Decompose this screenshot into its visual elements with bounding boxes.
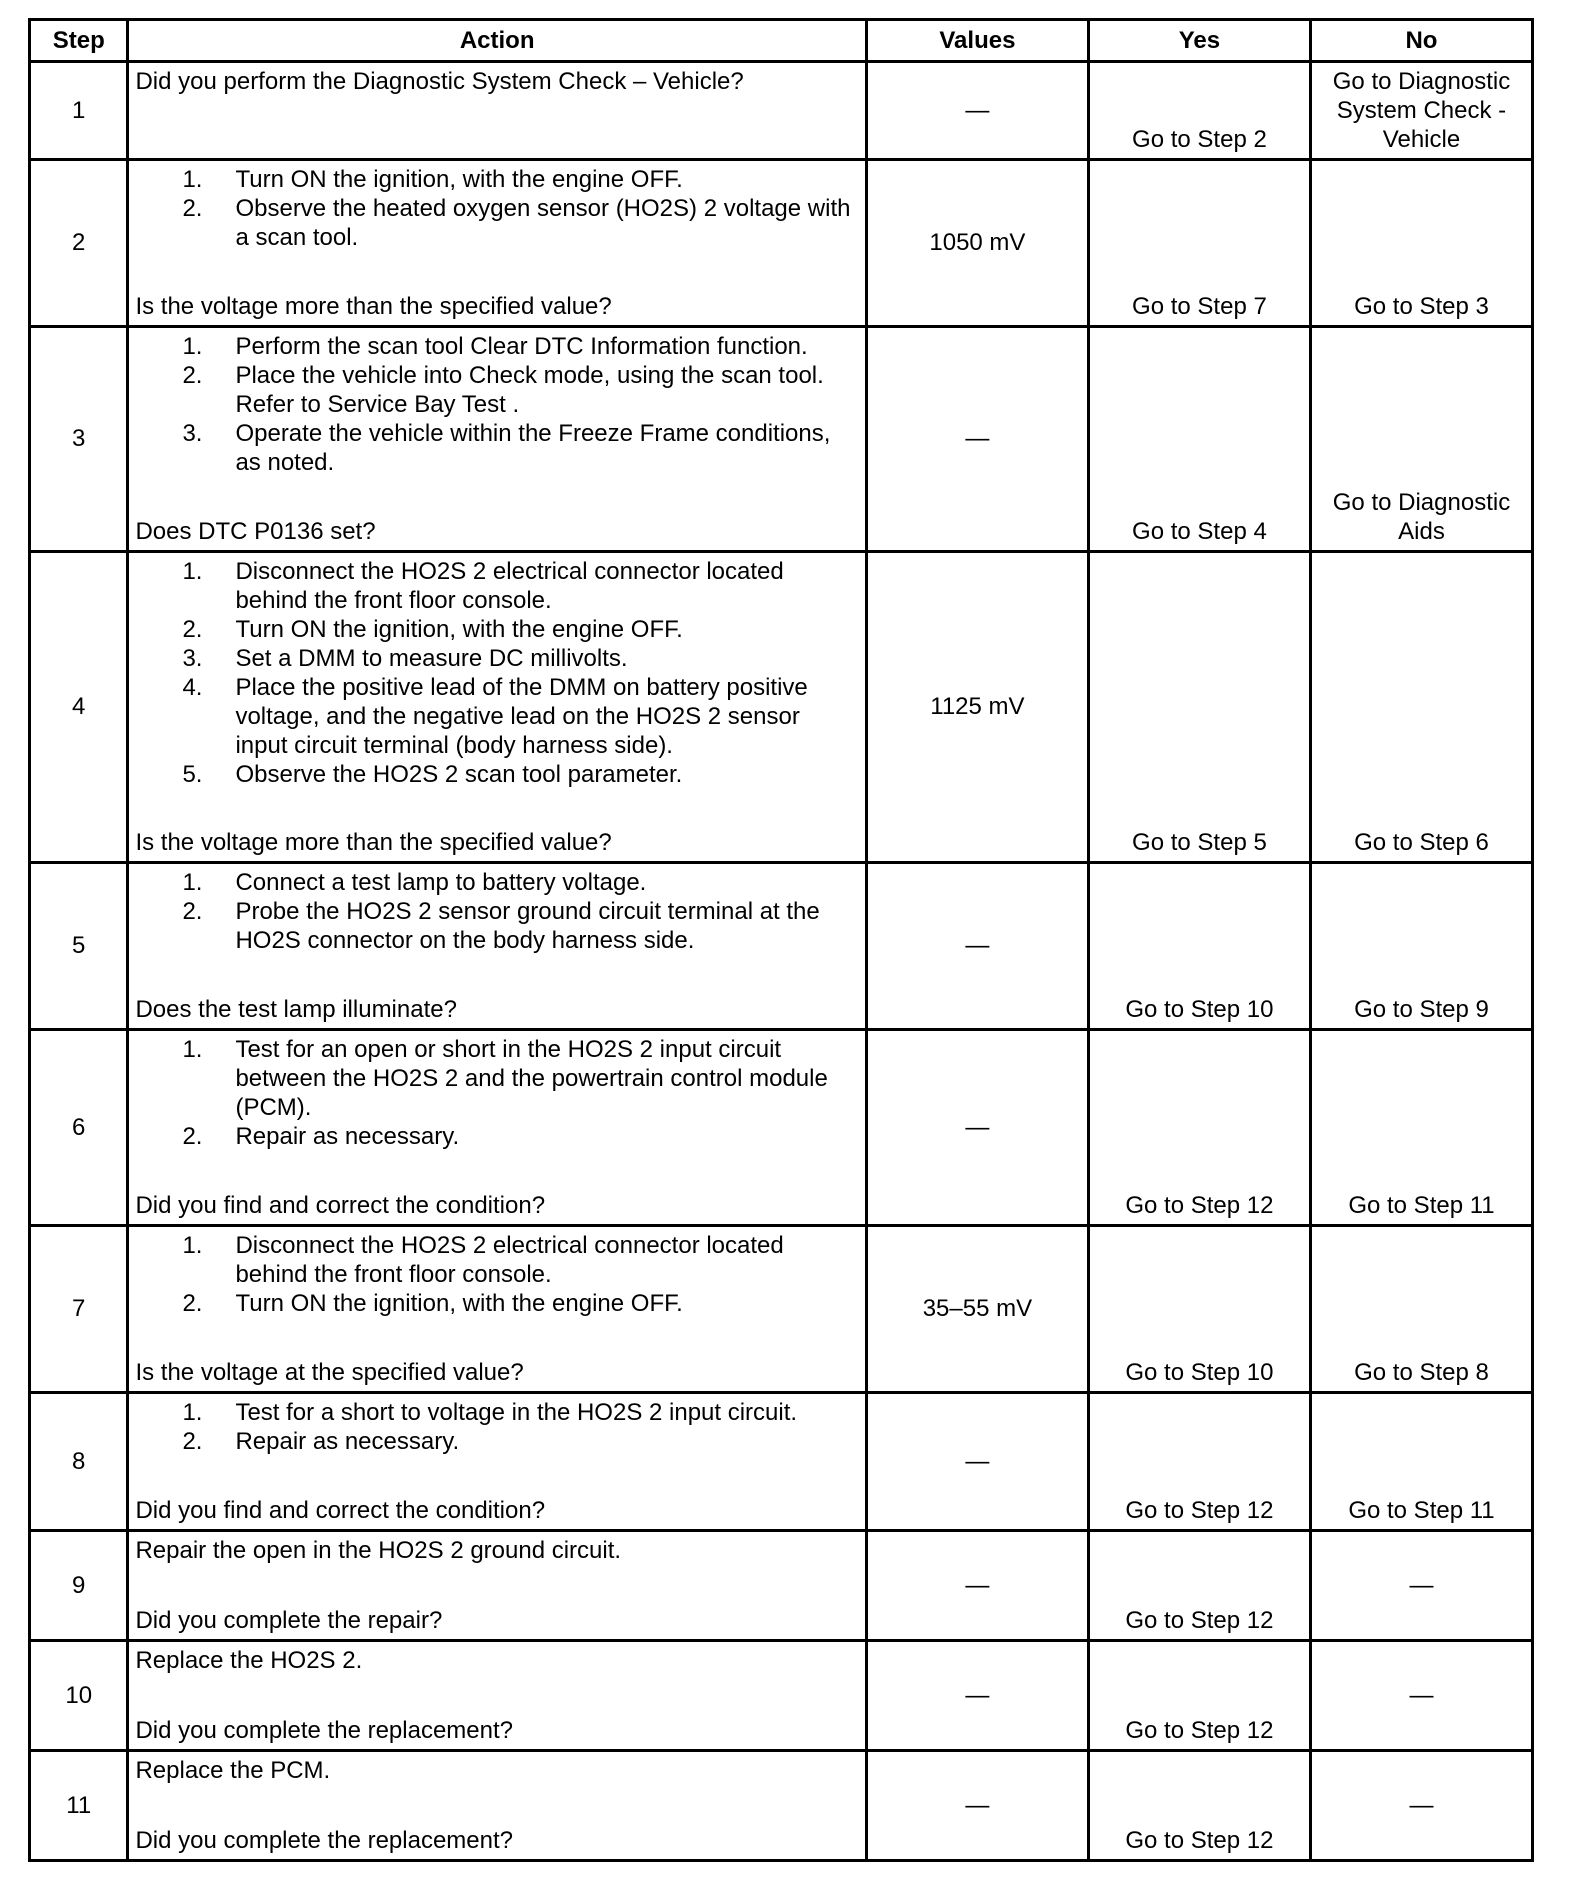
action-steps <box>135 1398 856 1456</box>
action-question: Is the voltage more than the specified value? <box>135 829 612 856</box>
table-row <box>30 160 1533 327</box>
table-row <box>30 1531 1533 1641</box>
yes-cell: Go to Step 10 <box>1088 1226 1310 1393</box>
action-steps <box>135 165 856 252</box>
no-cell: — <box>1310 1751 1532 1861</box>
action-question: Did you find and correct the condition? <box>135 1497 546 1524</box>
yes-cell: Go to Step 12 <box>1088 1531 1310 1641</box>
value-cell: — <box>866 1393 1088 1531</box>
action-steps <box>135 332 856 477</box>
value-cell: — <box>866 1641 1088 1751</box>
step-number: 2 <box>30 160 128 327</box>
value-cell: — <box>866 863 1088 1030</box>
value-cell: — <box>866 1531 1088 1641</box>
header-step: Step <box>30 20 128 62</box>
list-item: 2. Repair as necessary. <box>182 1428 460 1455</box>
step-number: 1 <box>30 62 128 160</box>
action-question: Did you complete the repair? <box>135 1607 443 1634</box>
action-cell <box>128 1393 866 1531</box>
no-cell: Go to Step 8 <box>1310 1226 1532 1393</box>
action-question: Did you find and correct the condition? <box>135 1192 546 1219</box>
diagnostic-table <box>28 18 1534 1862</box>
step-number: 10 <box>30 1641 128 1751</box>
list-item: 2. Probe the HO2S 2 sensor ground circuit terminal at the HO2S connector on the body harness side. <box>182 898 820 954</box>
action-steps <box>135 557 856 789</box>
action-cell <box>128 1226 866 1393</box>
action-cell <box>128 160 866 327</box>
step-number: 3 <box>30 327 128 552</box>
list-item: 1. Disconnect the HO2S 2 electrical connector located behind the front floor console. <box>182 558 784 614</box>
header-no: No <box>1310 20 1532 62</box>
action-question: Is the voltage at the specified value? <box>135 1359 524 1386</box>
step-number: 5 <box>30 863 128 1030</box>
no-cell: Go to Diagnostic System Check - Vehicle <box>1310 62 1532 160</box>
list-item: 3. Set a DMM to measure DC millivolts. <box>182 645 628 672</box>
yes-cell: Go to Step 12 <box>1088 1751 1310 1861</box>
list-item: 4. Place the positive lead of the DMM on battery positive voltage, and the negative lead on the HO2S 2 sensor input circuit terminal (body harness side). <box>182 674 808 759</box>
table-row <box>30 552 1533 863</box>
list-item: 2. Repair as necessary. <box>182 1123 460 1150</box>
list-item: 1. Disconnect the HO2S 2 electrical connector located behind the front floor console. <box>182 1232 784 1288</box>
table-row <box>30 327 1533 552</box>
action-question: Did you complete the replacement? <box>135 1827 513 1854</box>
header-row <box>30 20 1533 62</box>
yes-cell: Go to Step 2 <box>1088 62 1310 160</box>
action-question: Is the voltage more than the specified value? <box>135 293 612 320</box>
action-question: Did you complete the replacement? <box>135 1717 513 1744</box>
value-cell: 1125 mV <box>866 552 1088 863</box>
step-number: 4 <box>30 552 128 863</box>
table-row <box>30 1641 1533 1751</box>
list-item: 2. Turn ON the ignition, with the engine OFF. <box>182 616 683 643</box>
action-steps <box>135 1035 856 1151</box>
no-cell: Go to Step 9 <box>1310 863 1532 1030</box>
list-item: 5. Observe the HO2S 2 scan tool parameter. <box>182 761 683 788</box>
action-cell <box>128 327 866 552</box>
table-row <box>30 863 1533 1030</box>
header-values: Values <box>866 20 1088 62</box>
list-item: 1. Turn ON the ignition, with the engine OFF. <box>182 166 683 193</box>
no-cell: Go to Step 3 <box>1310 160 1532 327</box>
action-cell <box>128 1030 866 1226</box>
action-question: Does DTC P0136 set? <box>135 518 376 545</box>
list-item: 1. Test for an open or short in the HO2S 2 input circuit between the HO2S 2 and the powertrain control module (PCM). <box>182 1036 828 1121</box>
action-question: Does the test lamp illuminate? <box>135 996 457 1023</box>
action-cell <box>128 552 866 863</box>
value-cell: 35–55 mV <box>866 1226 1088 1393</box>
no-cell: — <box>1310 1531 1532 1641</box>
no-cell: Go to Step 6 <box>1310 552 1532 863</box>
yes-cell: Go to Step 7 <box>1088 160 1310 327</box>
no-cell: Go to Diagnostic Aids <box>1310 327 1532 552</box>
no-cell: — <box>1310 1641 1532 1751</box>
table-row <box>30 1226 1533 1393</box>
action-steps <box>135 1231 856 1318</box>
step-number: 11 <box>30 1751 128 1861</box>
no-cell: Go to Step 11 <box>1310 1393 1532 1531</box>
yes-cell: Go to Step 12 <box>1088 1030 1310 1226</box>
action-instruction: Replace the PCM. <box>135 1757 331 1784</box>
yes-cell: Go to Step 12 <box>1088 1393 1310 1531</box>
action-cell <box>128 1641 866 1751</box>
value-cell: — <box>866 62 1088 160</box>
step-number: 8 <box>30 1393 128 1531</box>
action-cell <box>128 1531 866 1641</box>
step-number: 9 <box>30 1531 128 1641</box>
no-cell: Go to Step 11 <box>1310 1030 1532 1226</box>
action-question: Did you perform the Diagnostic System Check – Vehicle? <box>135 68 744 95</box>
value-cell: — <box>866 327 1088 552</box>
step-number: 6 <box>30 1030 128 1226</box>
table-row <box>30 1393 1533 1531</box>
yes-cell: Go to Step 4 <box>1088 327 1310 552</box>
value-cell: — <box>866 1030 1088 1226</box>
list-item: 2. Turn ON the ignition, with the engine OFF. <box>182 1290 683 1317</box>
action-instruction: Repair the open in the HO2S 2 ground circuit. <box>135 1537 622 1564</box>
header-yes: Yes <box>1088 20 1310 62</box>
table-row <box>30 1030 1533 1226</box>
action-cell <box>128 1751 866 1861</box>
header-action: Action <box>128 20 866 62</box>
step-number: 7 <box>30 1226 128 1393</box>
value-cell: — <box>866 1751 1088 1861</box>
table-row <box>30 1751 1533 1861</box>
yes-cell: Go to Step 10 <box>1088 863 1310 1030</box>
yes-cell: Go to Step 12 <box>1088 1641 1310 1751</box>
list-item: 2. Observe the heated oxygen sensor (HO2S) 2 voltage with a scan tool. <box>182 195 851 251</box>
yes-cell: Go to Step 5 <box>1088 552 1310 863</box>
list-item: 2. Place the vehicle into Check mode, using the scan tool. Refer to Service Bay Test . <box>182 362 824 418</box>
action-cell <box>128 62 866 160</box>
list-item: 1. Test for a short to voltage in the HO2S 2 input circuit. <box>182 1399 798 1426</box>
table-row <box>30 62 1533 160</box>
list-item: 3. Operate the vehicle within the Freeze Frame conditions, as noted. <box>182 420 831 476</box>
action-cell <box>128 863 866 1030</box>
list-item: 1. Perform the scan tool Clear DTC Information function. <box>182 333 808 360</box>
list-item: 1. Connect a test lamp to battery voltage. <box>182 869 647 896</box>
value-cell: 1050 mV <box>866 160 1088 327</box>
action-steps <box>135 868 856 955</box>
action-instruction: Replace the HO2S 2. <box>135 1647 363 1674</box>
